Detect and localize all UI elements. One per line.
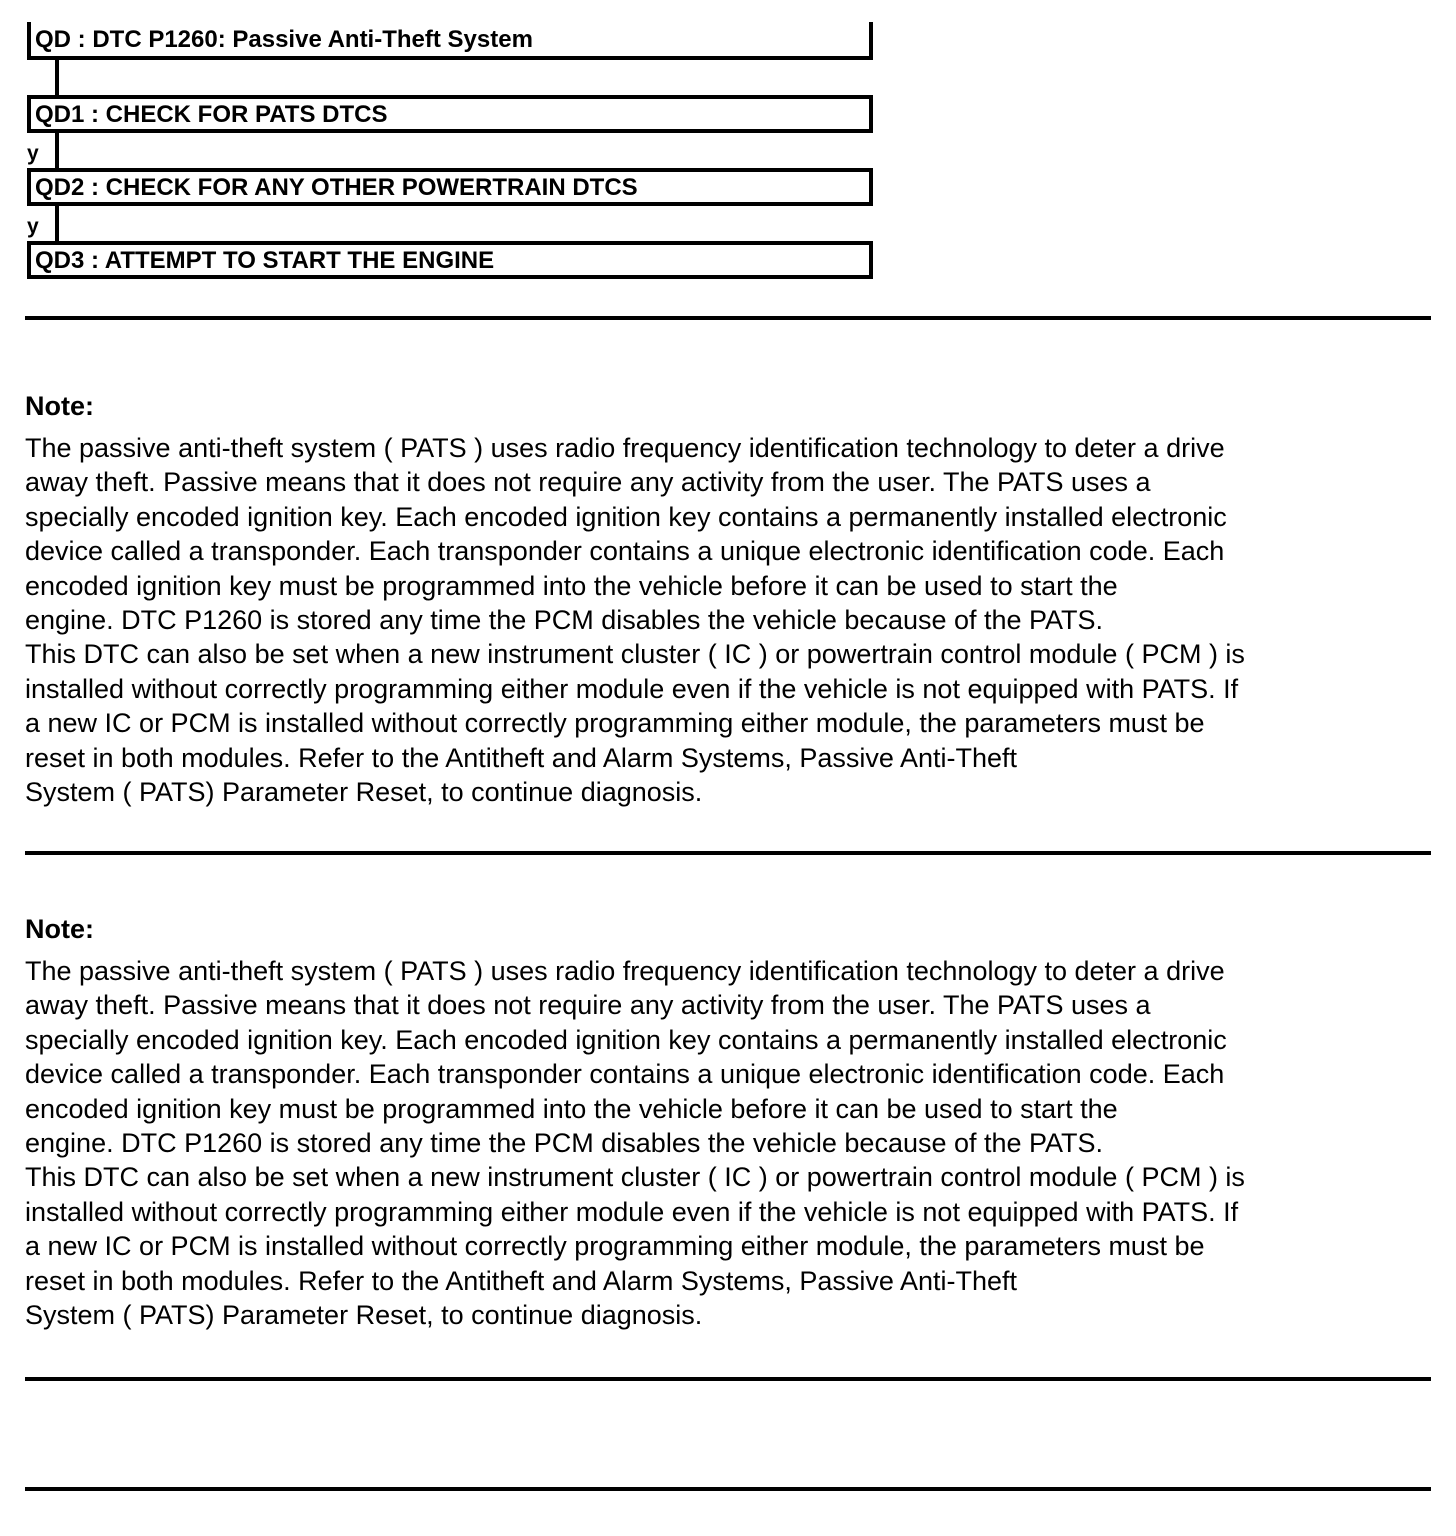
divider (25, 316, 1431, 320)
note-text: The passive anti-theft system ( PATS ) uses radio frequency identification technology to deter a drive away theft. Passive means that it does not require any activity from the user. The PATS uses a specially encoded ignition key. Each encoded ignition key contains a permanently installed electronic device called a transponder. Each transponder contains a unique electronic identification code. Each encoded ignition key must be programmed into the vehicle before it can be used to start the engine. DTC P1260 is stored any time the PCM disables the vehicle because of the PATS. This DTC can also be set when a new instrument cluster ( IC ) or powertrain control module ( PCM ) is installed without correctly programming either module even if the vehicle is not equipped with PATS. If a new IC or PCM is installed without correctly programming either module, the parameters must be reset in both modules. Refer to the Antitheft and Alarm Systems, Passive Anti-Theft System ( PATS) Parameter Reset, to continue diagnosis. (25, 956, 1245, 1331)
flowchart-step-qd2[interactable]: QD2 : CHECK FOR ANY OTHER POWERTRAIN DTCS (27, 168, 873, 206)
connector-line (55, 60, 59, 95)
note-block (25, 389, 1435, 809)
note-block (25, 912, 1435, 1332)
note-text: The passive anti-theft system ( PATS ) uses radio frequency identification technology to deter a drive away theft. Passive means that it does not require any activity from the user. The PATS uses a specially encoded ignition key. Each encoded ignition key contains a permanently installed electronic device called a transponder. Each transponder contains a unique electronic identification code. Each encoded ignition key must be programmed into the vehicle before it can be used to start the engine. DTC P1260 is stored any time the PCM disables the vehicle because of the PATS. This DTC can also be set when a new instrument cluster ( IC ) or powertrain control module ( PCM ) is installed without correctly programming either module even if the vehicle is not equipped with PATS. If a new IC or PCM is installed without correctly programming either module, the parameters must be reset in both modules. Refer to the Antitheft and Alarm Systems, Passive Anti-Theft System ( PATS) Parameter Reset, to continue diagnosis. (25, 433, 1245, 808)
note-label: Note: (25, 914, 94, 944)
divider (25, 851, 1431, 855)
flowchart-step-qd1[interactable]: QD1 : CHECK FOR PATS DTCS (27, 95, 873, 133)
connector-line (55, 133, 59, 168)
flow-connector (27, 133, 873, 168)
connector-yes-label: y (27, 215, 39, 238)
divider (25, 1377, 1431, 1381)
note-label: Note: (25, 391, 94, 421)
flowchart-root[interactable]: QD : DTC P1260: Passive Anti-Theft System (27, 22, 873, 60)
divider (25, 1487, 1431, 1491)
flowchart-step-qd3[interactable]: QD3 : ATTEMPT TO START THE ENGINE (27, 241, 873, 279)
flow-connector (27, 60, 873, 95)
connector-yes-label: y (27, 142, 39, 165)
flow-connector (27, 206, 873, 241)
connector-line (55, 206, 59, 241)
diagnostic-flowchart (27, 22, 873, 279)
